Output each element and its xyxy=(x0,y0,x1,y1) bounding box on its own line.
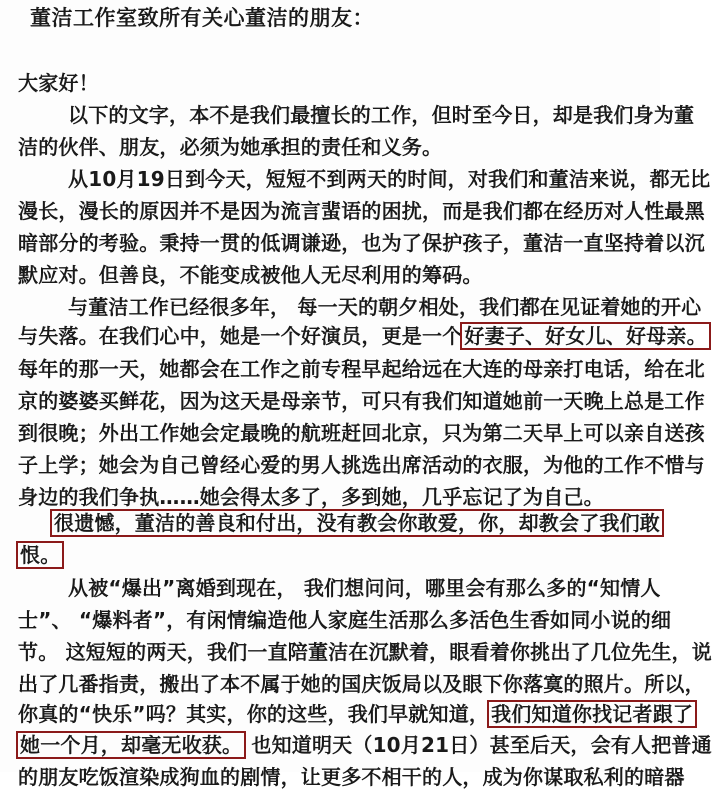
paragraph-3-line-1: 与董洁工作已经很多年， 每一天的朝夕相处，我们都在见证着她的开心 xyxy=(68,295,702,319)
paragraph-5-line-5 xyxy=(18,700,695,728)
greeting: 大家好！ xyxy=(18,71,99,95)
paragraph-5-line-5-text: 你真的“快乐”吗？其实，你的这些，我们早就知道， xyxy=(18,702,490,726)
paragraph-3-line-5: 到很晚；外出工作她会定最晚的航班赶回北京，只为第二天早上可以亲自送孩 xyxy=(18,421,705,445)
paragraph-3-line-2-text: 与失落。在我们心中，她是一个好演员，更是一个 xyxy=(18,324,463,348)
paragraph-3-line-2 xyxy=(18,322,709,350)
paragraph-3-line-6: 子上学；她会为自己曾经心爱的男人挑选出席活动的衣服，为他的工作不惜与 xyxy=(18,453,705,477)
highlight-box-hate: 恨。 xyxy=(16,541,64,569)
paragraph-2-line-1: 从10月19日到今天，短短不到两天的时间，对我们和董洁来说，都无比 xyxy=(68,167,711,191)
paragraph-3-line-3: 每年的那一天，她都会在工作之前专程早起给远在大连的母亲打电话，给在北 xyxy=(18,357,705,381)
paragraph-2-line-4: 默应对。但善良，不能变成被他人无尽利用的筹码。 xyxy=(18,263,483,287)
paragraph-5-line-7: 的朋友吃饭渲染成狗血的剧情，让更多不相干的人，成为你谋取私利的暗器 xyxy=(18,765,685,789)
paragraph-5-line-4: 出了几番指责，搬出了本不属于她的国庆饭局以及眼下你落寞的照片。所以， xyxy=(18,672,705,696)
paragraph-1-line-1: 以下的文字，本不是我们最擅长的工作，但时至今日，却是我们身为董 xyxy=(68,103,695,127)
paragraph-3-line-4: 京的婆婆买鲜花，因为这天是母亲节，可只有我们知道她前一天晚上总是工作 xyxy=(18,389,705,413)
paragraph-5-line-6-text: 也知道明天（10月21日）甚至后天，会有人把普通 xyxy=(244,733,712,757)
highlight-box-regret: 很遗憾，董洁的善良和付出，没有教会你敢爱，你，却教会了我们敢 xyxy=(50,509,664,537)
paragraph-5-line-2: 士”、 “爆料者”，有闲情编造他人家庭生活那么多活色生香如同小说的细 xyxy=(18,608,672,632)
paragraph-4-line-1 xyxy=(52,509,662,537)
letter-title: 董洁工作室致所有关心董洁的朋友： xyxy=(30,6,374,30)
paragraph-5-line-6 xyxy=(18,731,712,759)
highlight-box-no-gain: 她一个月，却毫无收获。 xyxy=(16,731,246,759)
paragraph-2-line-2: 漫长，漫长的原因并不是因为流言蜚语的困扰，而是我们都在经历对人性最黑 xyxy=(18,199,705,223)
paragraph-2-line-3: 暗部分的考验。秉持一贯的低调谦逊，也为了保护孩子，董洁一直坚持着以沉 xyxy=(18,231,705,255)
highlight-box-reporter: 我们知道你找记者跟了 xyxy=(487,700,697,728)
paragraph-3-line-7: 身边的我们争执……她会得太多了，多到她，几乎忘记了为自己。 xyxy=(18,485,604,509)
highlight-box-good-wife: 好妻子、好女儿、好母亲。 xyxy=(460,322,710,350)
paragraph-5-line-1: 从被“爆出”离婚到现在， 我们想问问，哪里会有那么多的“知情人 xyxy=(68,576,661,600)
paragraph-1-line-2: 洁的伙伴、朋友，必须为她承担的责任和义务。 xyxy=(18,135,443,159)
paragraph-5-line-3: 节。 这短短的两天，我们一直陪董洁在沉默着，眼看着你挑出了几位先生，说 xyxy=(18,640,712,664)
paragraph-4-line-2 xyxy=(18,541,62,569)
